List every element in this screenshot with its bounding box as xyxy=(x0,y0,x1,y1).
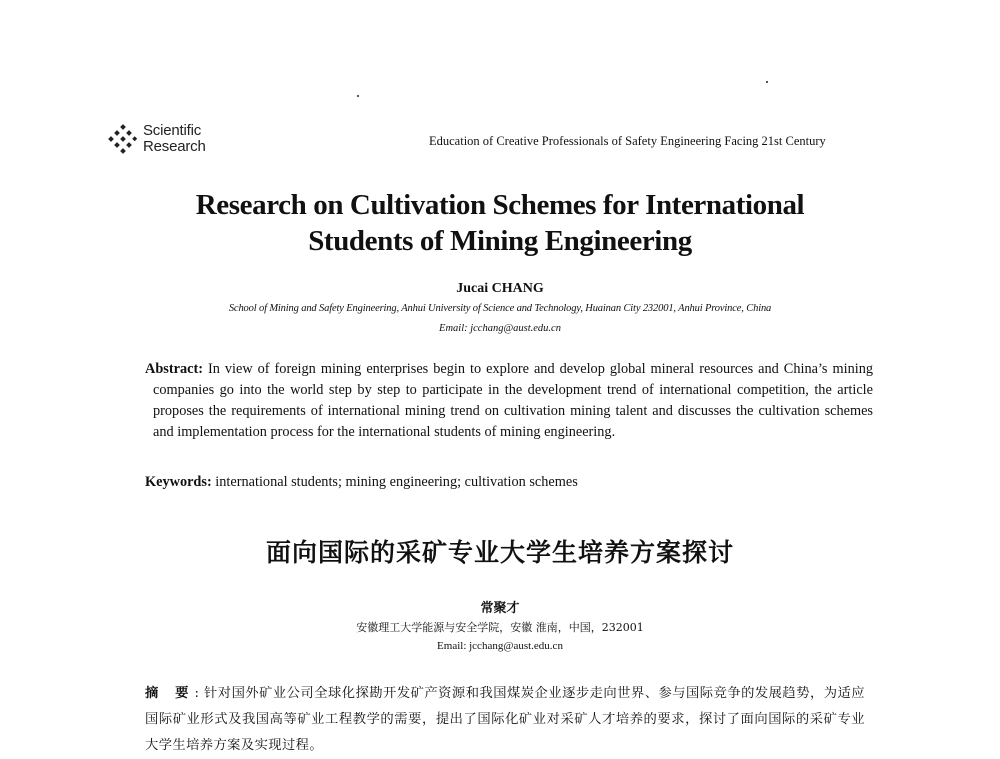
abstract-label: Abstract: xyxy=(145,361,203,377)
chinese-abstract xyxy=(145,681,865,759)
abstract xyxy=(145,359,873,443)
keywords-label: Keywords: xyxy=(145,474,212,490)
keywords xyxy=(145,474,578,491)
scan-speck xyxy=(357,95,359,97)
logo-line-2: Research xyxy=(143,138,206,155)
logo-line-1: Scientific xyxy=(143,122,202,139)
title-line-1: Research on Cultivation Schemes for International xyxy=(195,189,805,221)
scientific-research-logo-icon xyxy=(108,124,138,154)
title-line-2: Students of Mining Engineering xyxy=(308,225,692,257)
abstract-text: In view of foreign mining enterprises begin to explore and develop global mineral resources and China’s mining companies go into the world step by step to participate in the development trend of international competition, the article proposes the requirements of international mining trend on cultivation mining talent and discusses the cultivation schemes and implementation process for the international students of mining engineering. xyxy=(153,361,873,440)
paper-title xyxy=(0,187,1000,259)
chinese-abstract-label: 摘 要 xyxy=(145,686,195,701)
publisher-name xyxy=(143,123,206,155)
author-name: Jucai CHANG xyxy=(456,281,544,296)
keywords-text: international students; mining engineering; cultivation schemes xyxy=(215,474,578,490)
scan-speck xyxy=(766,81,768,83)
author-affiliation: School of Mining and Safety Engineering, Anhui University of Science and Technology, Huainan City 232001, Anhui Province, China xyxy=(228,303,772,314)
running-head: Education of Creative Professionals of Safety Engineering Facing 21st Century xyxy=(429,134,826,148)
chinese-email: Email: jcchang@aust.edu.cn xyxy=(437,640,563,652)
author-email: Email: jcchang@aust.edu.cn xyxy=(439,323,561,334)
chinese-affiliation: 安徽理工大学能源与安全学院，安徽 淮南，中国，232001 xyxy=(356,621,644,634)
chinese-author: 常聚才 xyxy=(480,601,520,616)
chinese-title: 面向国际的采矿专业大学生培养方案探讨 xyxy=(265,538,734,567)
publisher-logo xyxy=(108,123,206,155)
chinese-abstract-text: : 针对国外矿业公司全球化探勘开发矿产资源和我国煤炭企业逐步走向世界、参与国际竞争的发展趋势，为适应国际矿业形式及我国高等矿业工程教学的需要，提出了国际化矿业对采矿人才培养的要求，探讨了面向国际的采矿专业大学生培养方案及实现过程。 xyxy=(145,686,865,753)
